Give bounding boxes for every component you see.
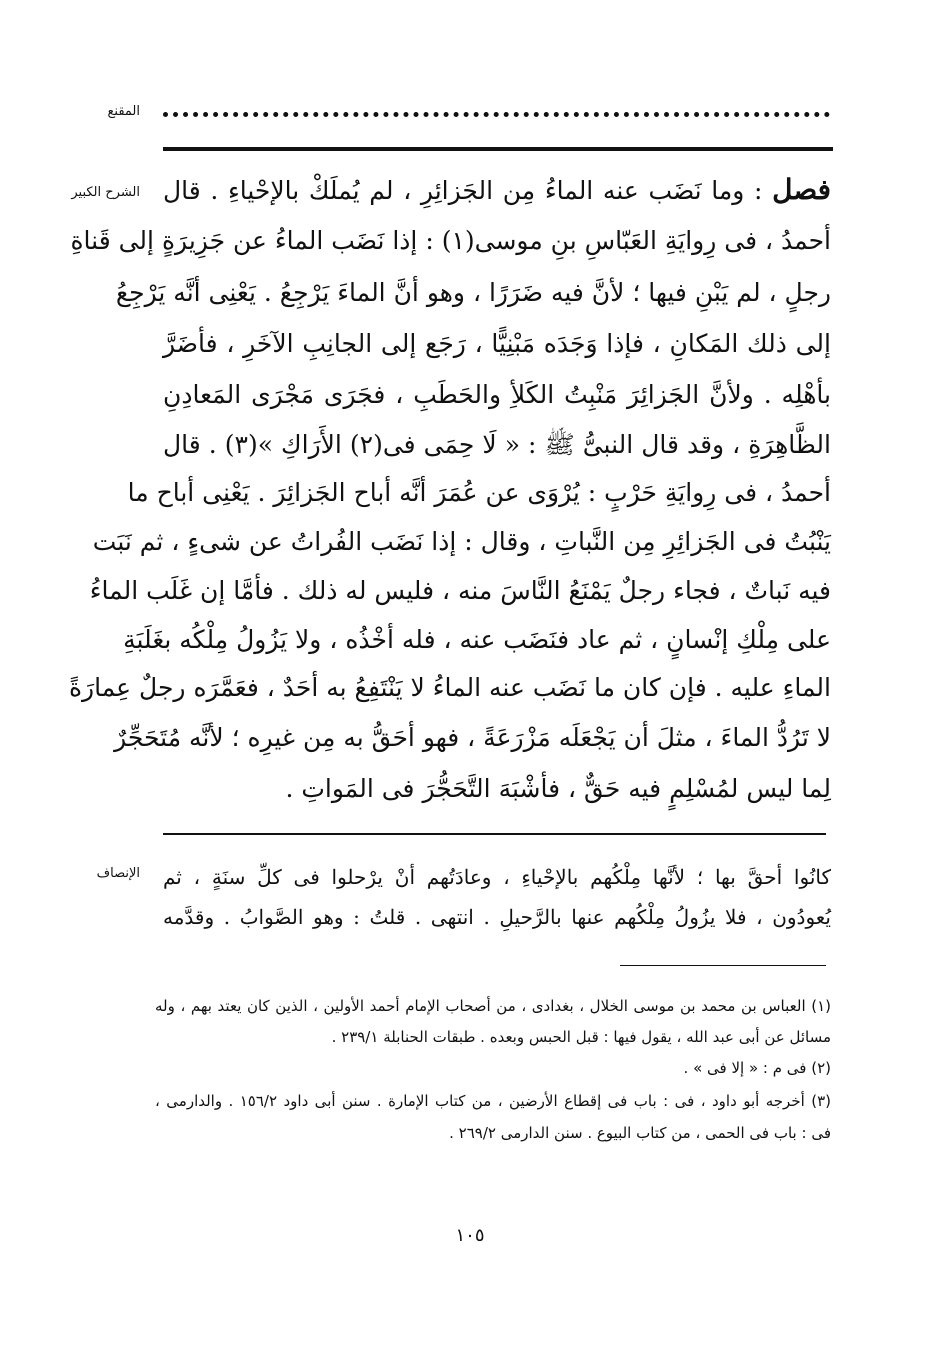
main-text-line: أحمدُ ، فى رِوايَةِ حَرْبٍ : يُرْوَى عن عُمَرَ أنَّه أباح الجَزائِرَ . يَعْنِى أباح ما xyxy=(127,478,831,507)
main-text-line: إلى ذلك المَكانِ ، فإذا وَجَدَه مَبْنِيًّا ، رَجَع إلى الجانِبِ الآخَرِ ، فأضَرَّ xyxy=(163,329,831,358)
footnote-line: (٢) فى م : « إلا فى » . xyxy=(683,1059,831,1077)
insaf-text-line: كانُوا أحقَّ بها ؛ لأنَّها مِلْكُهم بالإحْياءِ ، وعادَتُهم أنْ يرْحلوا فى كلِّ سنَةٍ ، ثم xyxy=(163,865,831,889)
main-text-line: على مِلْكِ إنْسانٍ ، ثم عاد فنَضَب عنه ، فله أخْذُه ، ولا يَزُولُ مِلْكُه بغَلَبَةِ xyxy=(123,625,831,654)
insaf-section-label: الإنصاف xyxy=(96,866,140,881)
main-text-line: الماءِ عليه . فإن كان ما نَضَب عنه الماءُ لا يَنْتَفِعُ به أحَدٌ ، فعَمَّرَه رجلٌ عِمارَةً xyxy=(68,673,831,702)
insaf-text-line: يُعودُون ، فلا يزُولُ مِلْكُهم عنها بالرَّحيلِ . انتهى . قلتُ : وهو الصَّوابُ . وقدَّمه xyxy=(163,905,831,929)
page-number: ١٠٥ xyxy=(455,1225,485,1246)
book-title-label: المقنع xyxy=(107,104,140,119)
footnote-divider xyxy=(620,965,826,966)
main-text-line: الظَّاهِرَةِ ، وقد قال النبىُّ ﷺ : « لَا حِمَى فى(٢) الأَرَاكِ »(٣) . قال xyxy=(163,430,831,459)
section-divider xyxy=(163,833,826,835)
footnote-line: (١) العباس بن محمد بن موسى الخلال ، بغدادى ، من أصحاب الإمام أحمد الأولين ، الذين كان يعتد بهم ، وله xyxy=(155,997,831,1015)
main-text-line: فيه نَباتٌ ، فجاء رجلٌ يَمْنَعُ النَّاسَ منه ، فليس له ذلك . فأمَّا إن غَلَب الماءُ xyxy=(89,576,831,605)
footnote-line: مسائل عن أبى عبد الله ، يقول فيها : قبل الحبس وبعده . طبقات الحنابلة ٢٣٩/١ . xyxy=(331,1028,831,1046)
main-text-line: رجلٍ ، لم يَبْنِ فيها ؛ لأنَّ فيه ضَرَرًا ، وهو أنَّ الماءَ يَرْجِعُ . يَعْنِى أنَّه يَرْجِعُ xyxy=(115,278,831,307)
main-text-line: أحمدُ ، فى رِوايَةِ العَبّاسِ بنِ موسى(١) : إذا نَضَب الماءُ عن جَزِيرَةٍ إلى قَناةِ xyxy=(70,226,831,255)
main-text-line: بأهْلِه . ولأنَّ الجَزائِرَ مَنْبِتُ الكَلأِ والحَطَبِ ، فجَرَى مَجْرَى المَعادِنِ xyxy=(163,380,831,409)
main-text-line: فصل : وما نَضَب عنه الماءُ مِن الجَزائِرِ ، لم يُملَكْ بالإحْياءِ . قال xyxy=(163,173,831,206)
main-text-line: يَنْبُتُ فى الجَزائِرِ مِن النَّباتِ ، وقال : إذا نَضَب الفُراتُ عن شىءٍ ، ثم نَبَت xyxy=(92,527,831,556)
header-dotted-rule xyxy=(163,112,830,126)
main-text-line: لِما ليس لمُسْلِمٍ فيه حَقٌّ ، فأشْبَهَ التَّحَجُّرَ فى المَواتِ . xyxy=(285,774,831,803)
main-text-line: لا تَرُدُّ الماءَ ، مثلَ أن يَجْعَلَه مَزْرَعَةً ، فهو أحَقُّ به مِن غيرِه ؛ لأنَّه مُتَحَجِّرٌ xyxy=(114,723,831,752)
sharh-section-label: الشرح الكبير xyxy=(71,185,140,200)
footnote-line: (٣) أخرجه أبو داود ، فى : باب فى إقطاع الأرضين ، من كتاب الإمارة . سنن أبى داود ١٥٦/٢ . والدارمى ، xyxy=(155,1092,831,1110)
fasl-heading: فصل xyxy=(772,173,831,206)
footnote-line: فى : باب فى الحمى ، من كتاب البيوع . سنن الدارمى ٢٦٩/٢ . xyxy=(449,1124,831,1142)
header-thick-rule xyxy=(163,147,833,151)
